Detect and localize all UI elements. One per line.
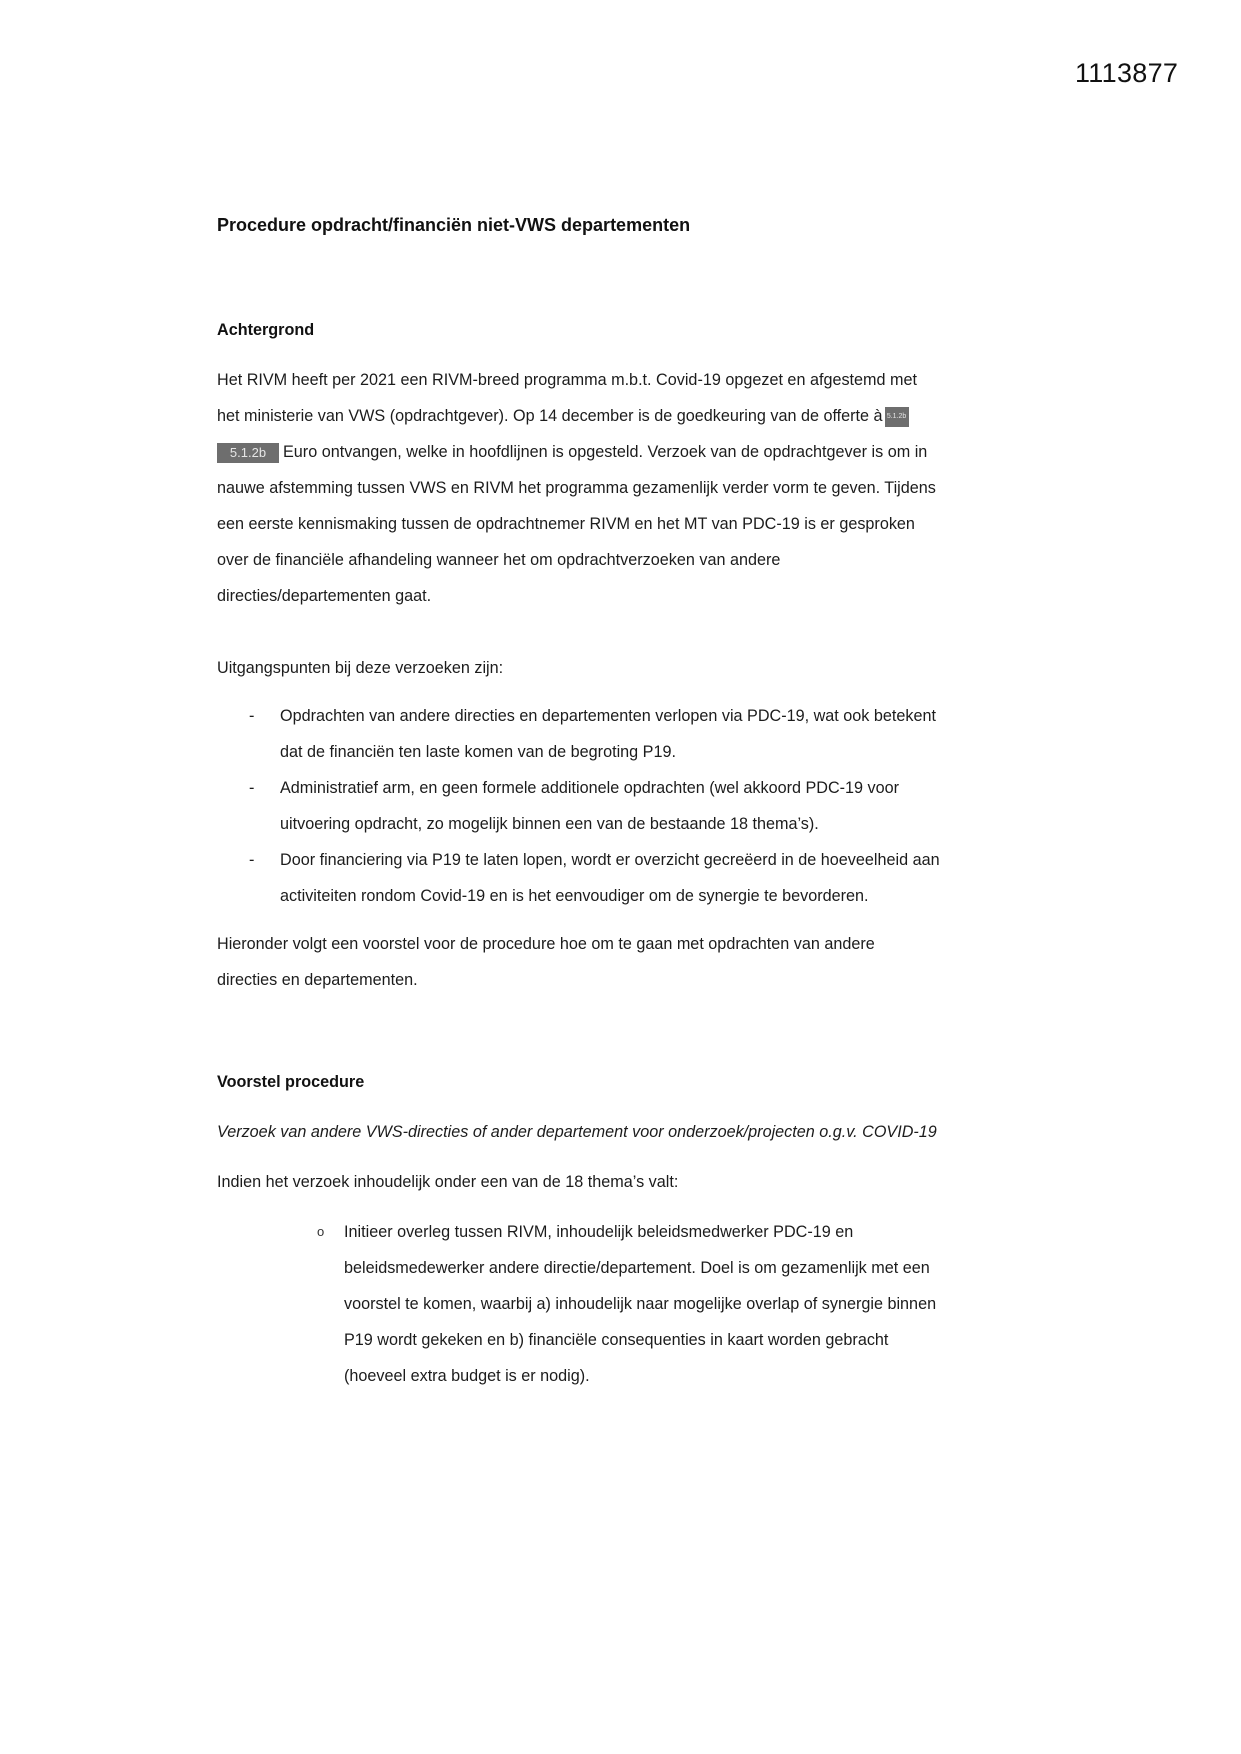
sub-bullet-line: Initieer overleg tussen RIVM, inhoudelijk beleidsmedwerker PDC-19 en bbox=[344, 1223, 854, 1241]
uitgangspunten-intro: Uitgangspunten bij deze verzoeken zijn: bbox=[217, 659, 504, 677]
bullet-line: activiteiten rondom Covid-19 en is het eenvoudiger om de synergie te bevorderen. bbox=[280, 887, 869, 905]
bullet-line: Administratief arm, en geen formele additionele opdrachten (wel akkoord PDC-19 voor bbox=[280, 779, 900, 797]
document-id: 1113877 bbox=[1075, 58, 1179, 88]
heading-achtergrond: Achtergrond bbox=[217, 321, 315, 339]
paragraph-line bbox=[217, 440, 927, 464]
document-title: Procedure opdracht/financiën niet-VWS departementen bbox=[217, 215, 691, 235]
circle-bullet-icon: o bbox=[317, 1224, 325, 1239]
paragraph-line: nauwe afstemming tussen VWS en RIVM het programma gezamenlijk verder vorm te geven. Tijdens bbox=[217, 479, 936, 497]
paragraph-line: over de financiële afhandeling wanneer het om opdrachtverzoeken van andere bbox=[217, 551, 781, 569]
subheading-italic: Verzoek van andere VWS-directies of ander departement voor onderzoek/projecten o.g.v. COVID-19 bbox=[217, 1123, 937, 1141]
dash-bullet-icon: - bbox=[249, 779, 255, 797]
paragraph-line-text: Euro ontvangen, welke in hoofdlijnen is opgesteld. Verzoek van de opdrachtgever is om in bbox=[283, 443, 928, 461]
paragraph-line bbox=[217, 404, 909, 428]
sub-bullet-line: P19 wordt gekeken en b) financiële consequenties in kaart worden gebracht bbox=[344, 1331, 889, 1349]
paragraph-line: Het RIVM heeft per 2021 een RIVM-breed programma m.b.t. Covid-19 opgezet en afgestemd met bbox=[217, 371, 918, 389]
heading-voorstel-procedure: Voorstel procedure bbox=[217, 1073, 365, 1091]
bullet-line: Door financiering via P19 te laten lopen, wordt er overzicht gecreëerd in de hoeveelheid aan bbox=[280, 851, 940, 869]
sub-bullet-line: beleidsmedewerker andere directie/departement. Doel is om gezamenlijk met een bbox=[344, 1259, 930, 1277]
redaction-box: 5.1.2b bbox=[217, 443, 279, 463]
bullet-line: dat de financiën ten laste komen van de begroting P19. bbox=[280, 743, 676, 761]
bullet-line: Opdrachten van andere directies en departementen verlopen via PDC-19, wat ook betekent bbox=[280, 707, 936, 725]
dash-bullet-icon: - bbox=[249, 707, 255, 725]
paragraph-line: een eerste kennismaking tussen de opdrachtnemer RIVM en het MT van PDC-19 is er gesproken bbox=[217, 515, 915, 533]
dash-bullet-icon: - bbox=[249, 851, 255, 869]
paragraph-line: directies/departementen gaat. bbox=[217, 587, 432, 605]
bullet-line: uitvoering opdracht, zo mogelijk binnen een van de bestaande 18 thema’s). bbox=[280, 815, 819, 833]
closing-line: directies en departementen. bbox=[217, 971, 418, 989]
paragraph-line-text: het ministerie van VWS (opdrachtgever). Op 14 december is de goedkeuring van de offerte à bbox=[217, 407, 883, 425]
condition-text: Indien het verzoek inhoudelijk onder een van de 18 thema’s valt: bbox=[217, 1173, 679, 1191]
sub-bullet-line: voorstel te komen, waarbij a) inhoudelijk naar mogelijke overlap of synergie binnen bbox=[344, 1295, 937, 1313]
closing-line: Hieronder volgt een voorstel voor de procedure hoe om te gaan met opdrachten van andere bbox=[217, 935, 875, 953]
sub-bullet-line: (hoeveel extra budget is er nodig). bbox=[344, 1367, 590, 1385]
redaction-box: 5.1.2b bbox=[885, 407, 909, 427]
